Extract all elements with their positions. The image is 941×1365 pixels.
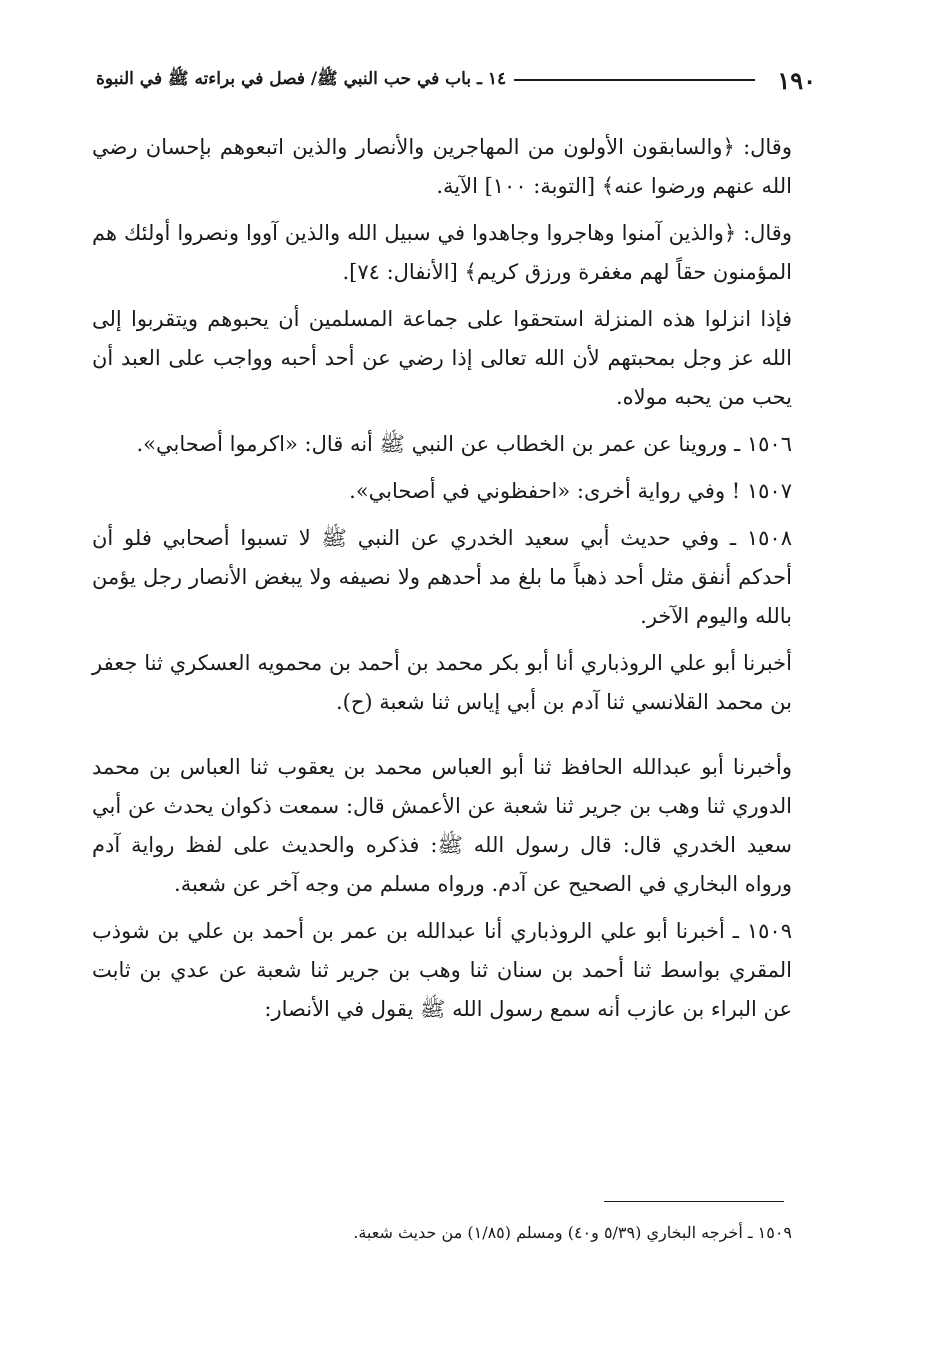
isnad-paragraph: أخبرنا أبو علي الروذباري أنا أبو بكر محمد بن أحمد بن محمويه العسكري ثنا جعفر بن محمد القلانسي ثنا آدم بن أبي إياس ثنا شعبة (ح). — [92, 651, 792, 714]
page-number: ١٩٠ — [777, 65, 816, 95]
isnad-paragraph-2: وأخبرنا أبو عبدالله الحافظ ثنا أبو العباس محمد بن يعقوب ثنا العباس بن محمد الدوري ثنا وهب بن جرير ثنا شعبة عن الأعمش قال: سمعت ذكوان يحدث عن أبي سعيد الخدري قال: قال رسول الله ﷺ: فذكره والحديث على لفظ رواية آدم ورواه البخاري في الصحيح عن آدم. ورواه مسلم من وجه آخر عن شعبة. — [92, 755, 792, 896]
main-text — [92, 128, 792, 1037]
hadith-1508: ١٥٠٨ ـ وفي حديث أبي سعيد الخدري عن النبي ﷺ لا تسبوا أصحابي فلو أن أحدكم أنفق مثل أحد ذهباً ما بلغ مد أحدهم ولا نصيفه ولا يبغض الأنصار رجل يؤمن بالله واليوم الآخر. — [92, 526, 792, 628]
page-header — [96, 62, 816, 98]
hadith-1509: ١٥٠٩ ـ أخبرنا أبو علي الروذباري أنا عبدالله بن عمر بن أحمد بن علي بن شوذب المقري بواسط ثنا أحمد بن سنان ثنا وهب بن جرير ثنا شعبة عن عدي بن ثابت عن البراء بن عازب أنه سمع رسول الله ﷺ يقول في الأنصار: — [92, 919, 792, 1021]
paragraph-commentary: فإذا انزلوا هذه المنزلة استحقوا على جماعة المسلمين أن يحبوهم ويتقربوا إلى الله عز وجل بمحبتهم لأن الله تعالى إذا رضي عن أحد أحبه وواجب على العبد أن يحب من يحبه مولاه. — [92, 307, 792, 409]
paragraph-quran-anfal: وقال: ﴿والذين آمنوا وهاجروا وجاهدوا في سبيل الله والذين آووا ونصروا أولئك هم المؤمنون حقاً لهم مغفرة ورزق كريم﴾ [الأنفال: ٧٤]. — [92, 221, 792, 284]
header-rule — [514, 79, 755, 81]
footnote: ١٥٠٩ ـ أخرجه البخاري (٥/٣٩ و٤٠) ومسلم (١/٨٥) من حديث شعبة. — [353, 1223, 792, 1242]
running-title: ١٤ ـ باب في حب النبي ﷺ/ فصل في براءته ﷺ في النبوة — [96, 68, 507, 89]
hadith-1506: ١٥٠٦ ـ وروينا عن عمر بن الخطاب عن النبي ﷺ أنه قال: «اكرموا أصحابي». — [136, 432, 792, 456]
hadith-1507: ١٥٠٧ ! وفي رواية أخرى: «احفظوني في أصحابي». — [349, 479, 792, 503]
footnote-rule — [604, 1201, 784, 1202]
paragraph-quran-tawba: وقال: ﴿والسابقون الأولون من المهاجرين والأنصار والذين اتبعوهم بإحسان رضي الله عنهم ورضوا عنه﴾ [التوبة: ١٠٠] الآية. — [92, 135, 792, 198]
